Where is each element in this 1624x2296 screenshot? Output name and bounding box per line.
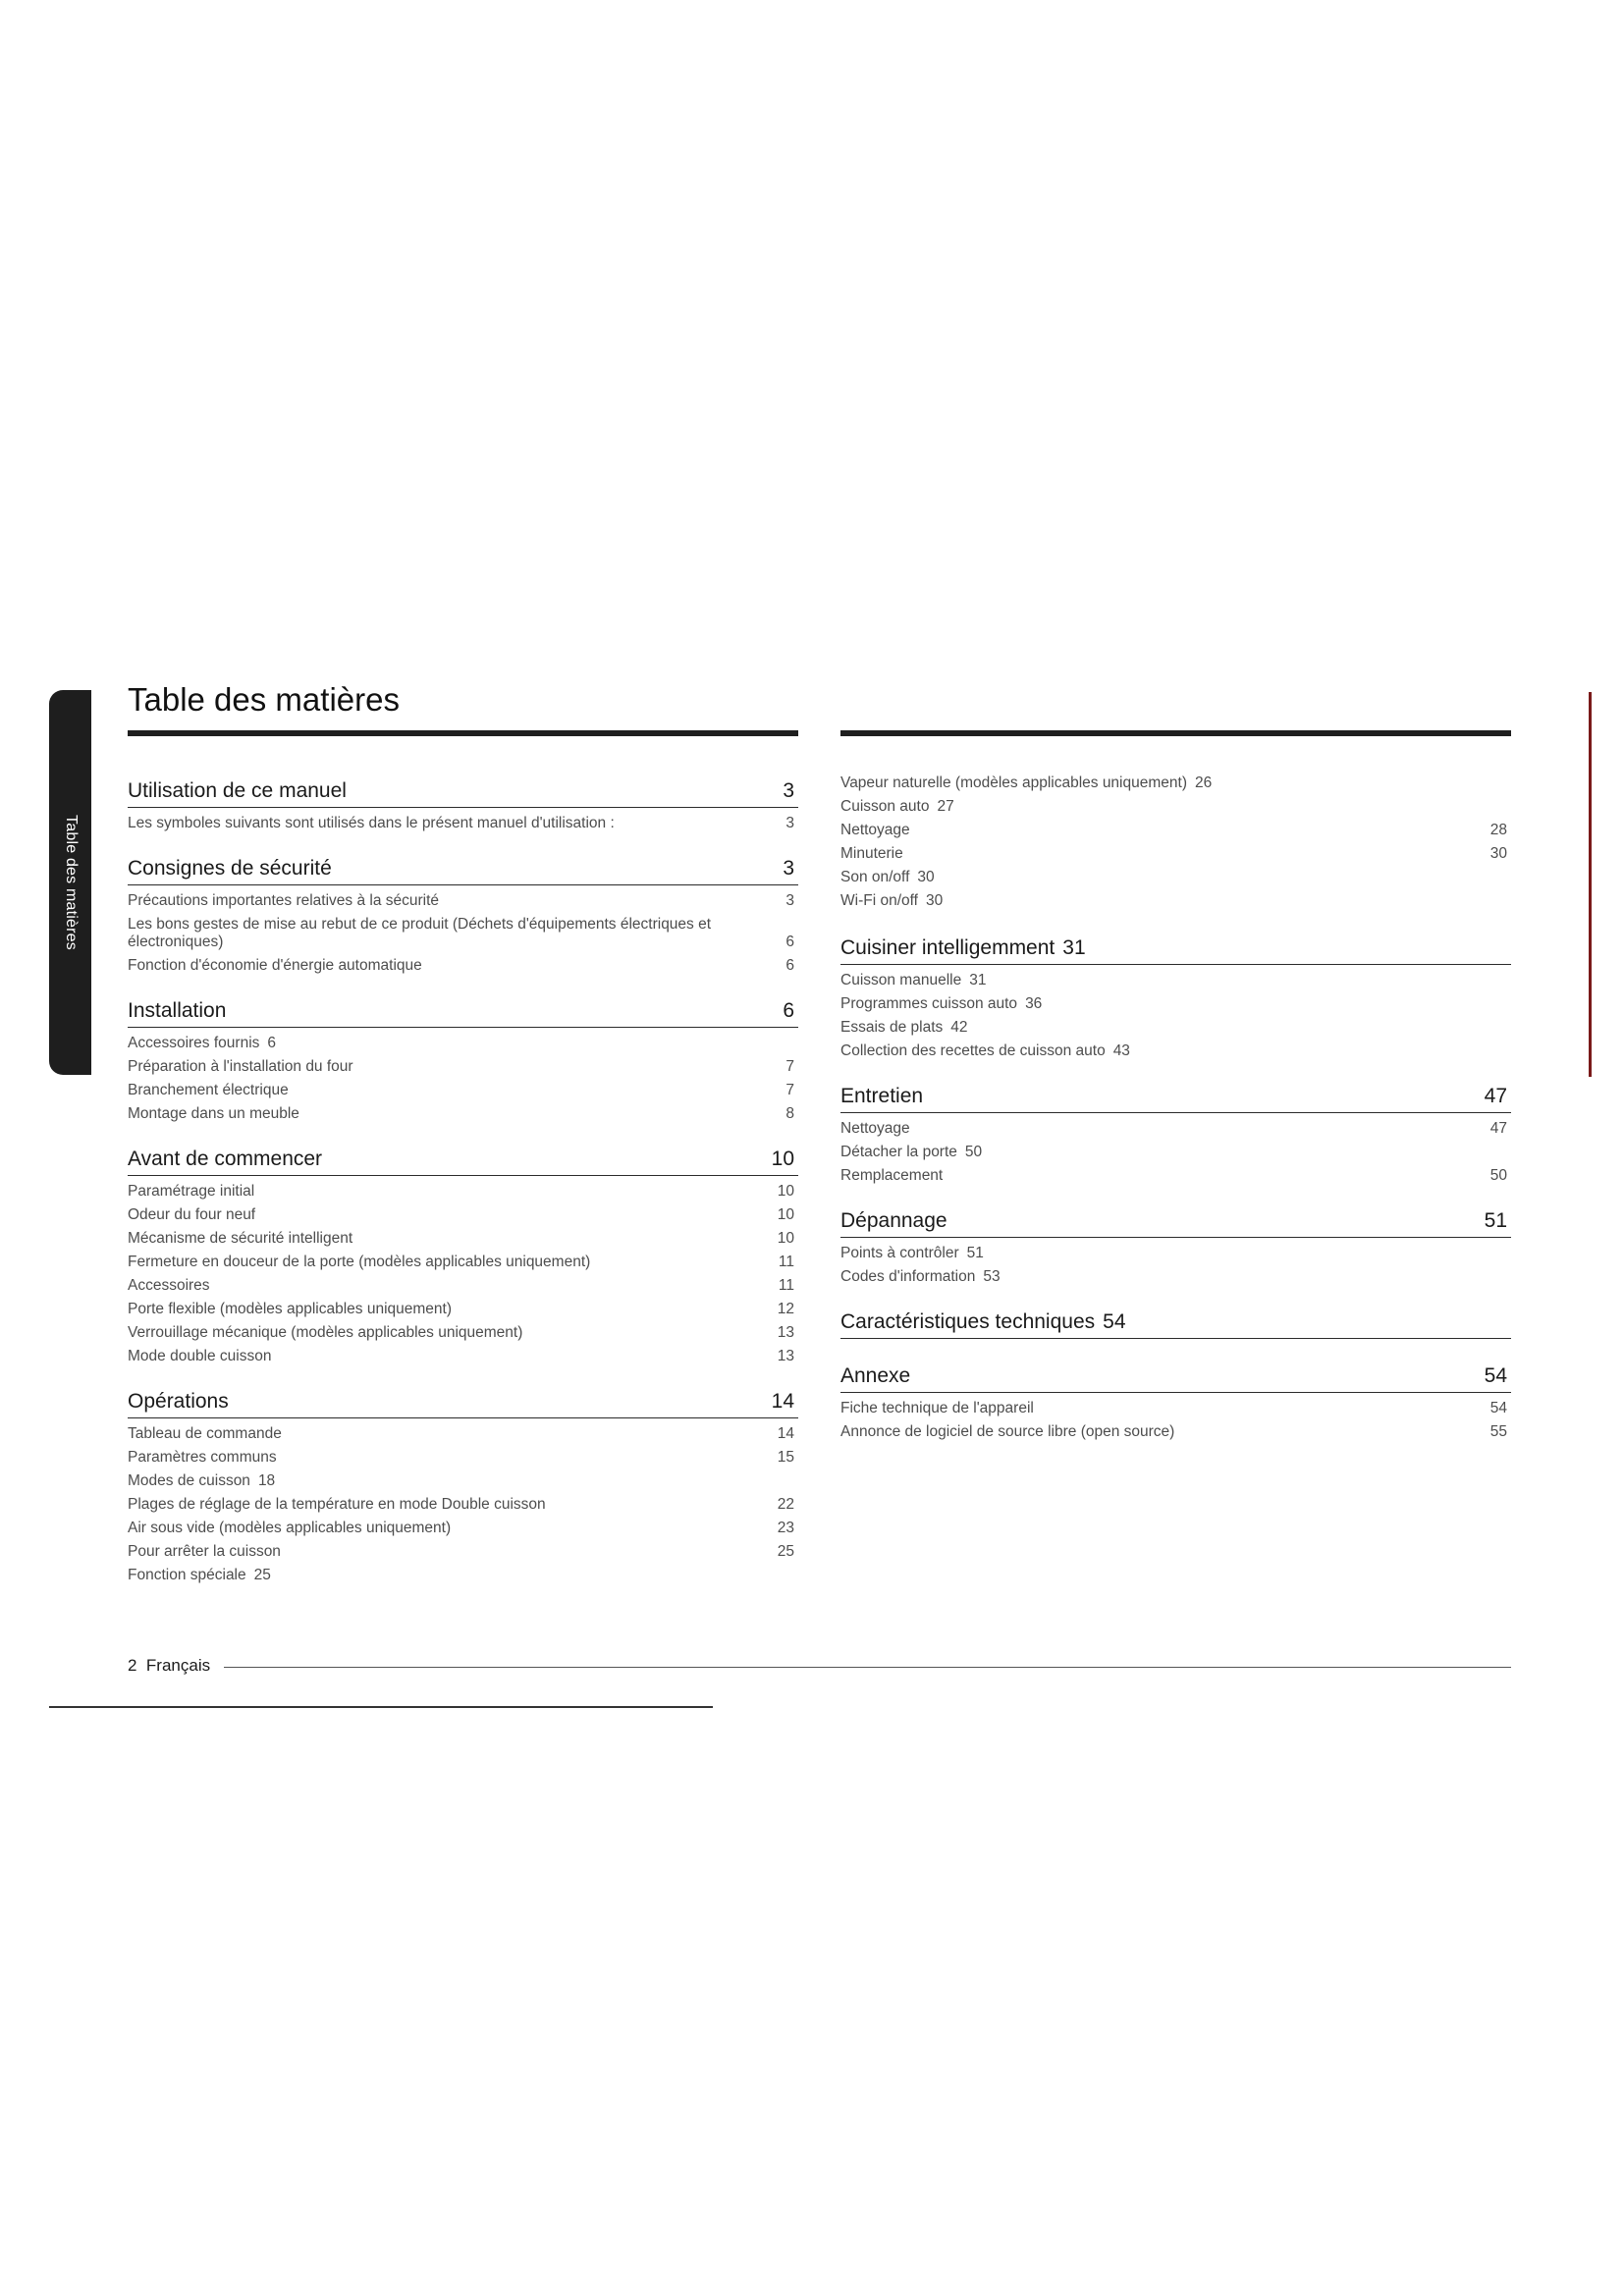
toc-entry-inline-page: 36: [1025, 995, 1043, 1012]
toc-entry-text: Fiche technique de l'appareil: [840, 1400, 1034, 1416]
toc-section-title: Installation: [128, 999, 227, 1022]
toc-entry: [840, 1141, 1511, 1164]
toc-entry-text: Les symboles suivants sont utilisés dans le présent manuel d'utilisation :: [128, 815, 615, 831]
toc-entry-text: Fonction spéciale: [128, 1567, 246, 1583]
toc-section-heading: [128, 999, 798, 1028]
toc-entry: [128, 1203, 798, 1227]
toc-entry-wrap: [840, 995, 1507, 1013]
toc-entry-wrap: [840, 1245, 1507, 1262]
toc-section-page: 51: [1484, 1209, 1507, 1232]
toc-entry-text: Points à contrôler: [840, 1245, 959, 1261]
toc-entry: [128, 1345, 798, 1368]
right-continued-items: [840, 768, 1511, 913]
toc-section-items: [128, 885, 798, 978]
toc-entry-text: Détacher la porte: [840, 1144, 957, 1160]
toc-entry-inline-page: 50: [964, 1144, 983, 1160]
toc-entry-page: 10: [777, 1183, 794, 1200]
toc-entry-text: Mécanisme de sécurité intelligent: [128, 1230, 353, 1247]
toc-entry-text: Minuterie: [840, 845, 903, 862]
toc-entry-text: Collection des recettes de cuisson auto: [840, 1042, 1106, 1059]
toc-entry: [840, 866, 1511, 889]
toc-entry-text: Précautions importantes relatives à la sécurité: [128, 892, 440, 909]
toc-section-title: Utilisation de ce manuel: [128, 779, 347, 802]
toc-section-page: 54: [1484, 1364, 1507, 1387]
toc-entry-page: 47: [1489, 1120, 1507, 1137]
toc-entry-wrap: [128, 1206, 775, 1224]
side-tab-label: Table des matières: [62, 815, 80, 950]
toc-entry: [840, 1016, 1511, 1040]
toc-entry-text: Remplacement: [840, 1167, 944, 1184]
toc-entry-page: 8: [785, 1105, 794, 1122]
toc-entry-page: 6: [785, 934, 794, 950]
toc-entry: [128, 1446, 798, 1469]
toc-entry-page: 23: [777, 1520, 794, 1536]
toc-entry-wrap: [128, 1301, 775, 1318]
toc-section: [840, 936, 1511, 1063]
toc-section-heading-wrap: [128, 779, 347, 803]
toc-section: [128, 779, 798, 835]
toc-entry: [128, 954, 798, 978]
toc-section-heading: [128, 857, 798, 885]
toc-entry: [128, 1469, 798, 1493]
footer-rule: [224, 1667, 1511, 1668]
toc-entry-text: Vapeur naturelle (modèles applicables uniquement): [840, 774, 1187, 791]
toc-entry-wrap: [128, 1520, 775, 1537]
toc-section: [840, 1364, 1511, 1444]
toc-entry: [128, 1032, 798, 1055]
toc-entry-text: Préparation à l'installation du four: [128, 1058, 353, 1075]
toc-entry: [840, 795, 1511, 819]
toc-section-title: Cuisiner intelligemment: [840, 936, 1056, 959]
toc-entry-text: Paramétrage initial: [128, 1183, 255, 1200]
toc-section-page: 3: [783, 779, 794, 802]
toc-entry: [128, 1251, 798, 1274]
toc-entry: [840, 842, 1511, 866]
toc-entry-text: Wi-Fi on/off: [840, 892, 918, 909]
toc-section-heading-wrap: [128, 1390, 229, 1414]
toc-entry: [840, 1117, 1511, 1141]
toc-entry-wrap: [840, 1144, 1507, 1161]
toc-entry: [840, 1420, 1511, 1444]
toc-entry: [128, 1079, 798, 1102]
toc-section: [840, 1310, 1511, 1343]
toc-entry: [128, 812, 798, 835]
toc-entry-wrap: [840, 869, 1507, 886]
toc-entry-wrap: [128, 1105, 775, 1123]
toc-entry-wrap: [128, 815, 775, 832]
footer-page-number: 2: [128, 1656, 137, 1675]
toc-entry: [128, 1540, 798, 1564]
toc-entry: [128, 1227, 798, 1251]
toc-entry-wrap: [840, 1019, 1507, 1037]
toc-section-page: 3: [783, 857, 794, 880]
toc-entry-text: Branchement électrique: [128, 1082, 289, 1098]
toc-entry-text: Plages de réglage de la température en mode Double cuisson: [128, 1496, 546, 1513]
toc-section-page: 10: [771, 1148, 794, 1170]
toc-section-inline-page: 54: [1103, 1310, 1126, 1333]
toc-section-heading: [128, 1148, 798, 1176]
toc-entry-text: Mode double cuisson: [128, 1348, 272, 1364]
toc-section-items: [840, 1238, 1511, 1289]
toc-entry-page: 30: [1489, 845, 1507, 862]
toc-entry-page: 10: [777, 1230, 794, 1247]
toc-entry-wrap: [128, 1277, 775, 1295]
toc-entry-page: 12: [777, 1301, 794, 1317]
toc-entry-wrap: [128, 1183, 775, 1201]
toc-entry-page: 3: [785, 815, 794, 831]
toc-left-column: [128, 730, 798, 1587]
left-sections: [128, 779, 798, 1587]
toc-entry-inline-page: 26: [1194, 774, 1213, 791]
toc-entry: [840, 819, 1511, 842]
toc-section-heading: [840, 936, 1511, 965]
toc-section-title: Avant de commencer: [128, 1148, 323, 1170]
toc-entry: [840, 1265, 1511, 1289]
toc-section-title: Dépannage: [840, 1209, 947, 1232]
toc-entry: [840, 1397, 1511, 1420]
toc-entry: [840, 1164, 1511, 1188]
toc-section-inline-page: 31: [1062, 936, 1086, 959]
toc-entry-text: Paramètres communs: [128, 1449, 277, 1466]
toc-section-title: Entretien: [840, 1085, 924, 1107]
toc-entry-inline-page: 27: [937, 798, 954, 815]
toc-section-title: Caractéristiques techniques: [840, 1310, 1096, 1333]
toc-section-items: [840, 1393, 1511, 1444]
bottom-crop-line: [49, 1706, 713, 1708]
toc-entry-text: Porte flexible (modèles applicables uniquement): [128, 1301, 452, 1317]
page-edge-marker: [1589, 692, 1592, 1077]
toc-entry-inline-page: 6: [267, 1035, 277, 1051]
toc-section: [840, 1085, 1511, 1188]
toc-section-heading-wrap: [840, 1310, 1126, 1334]
toc-section-items: [128, 1418, 798, 1587]
toc-entry: [128, 1055, 798, 1079]
toc-entry-page: 13: [777, 1324, 794, 1341]
toc-entry: [840, 889, 1511, 913]
toc-entry-wrap: [840, 972, 1507, 989]
toc-section-items: [128, 808, 798, 835]
toc-entry-page: 7: [785, 1082, 794, 1098]
toc-section-heading: [840, 1310, 1511, 1339]
toc-entry-wrap: [128, 1348, 775, 1365]
toc-entry-page: 13: [777, 1348, 794, 1364]
toc-entry-text: Son on/off: [840, 869, 910, 885]
toc-entry-inline-page: 30: [925, 892, 944, 909]
toc-section-items: [128, 1028, 798, 1126]
toc-entry-text: Nettoyage: [840, 1120, 910, 1137]
toc-entry-page: 3: [785, 892, 794, 909]
toc-entry-page: 10: [777, 1206, 794, 1223]
toc-entry-inline-page: 51: [966, 1245, 984, 1261]
toc-entry-wrap: [128, 1472, 794, 1490]
toc-section-items: [840, 1113, 1511, 1188]
toc-section-page: 6: [783, 999, 794, 1022]
toc-section: [128, 999, 798, 1126]
toc-entry-page: 11: [778, 1254, 794, 1270]
toc-entry-inline-page: 53: [983, 1268, 1001, 1285]
toc-entry-text: Modes de cuisson: [128, 1472, 250, 1489]
column-top-rule: [840, 730, 1511, 736]
toc-section: [128, 1390, 798, 1587]
toc-entry-text: Cuisson manuelle: [840, 972, 962, 988]
toc-entry-page: 15: [777, 1449, 794, 1466]
toc-section-heading: [840, 1209, 1511, 1238]
toc-section-heading-wrap: [840, 1209, 947, 1233]
toc-entry: [128, 1298, 798, 1321]
toc-section: [128, 857, 798, 978]
toc-entry-wrap: [840, 1400, 1488, 1417]
toc-section-page: 14: [771, 1390, 794, 1413]
toc-section-heading-wrap: [840, 936, 1086, 960]
toc-entry-text: Tableau de commande: [128, 1425, 282, 1442]
toc-entry-page: 25: [777, 1543, 794, 1560]
toc-entry: [128, 1102, 798, 1126]
toc-entry-inline-page: 31: [969, 972, 987, 988]
toc-entry-wrap: [128, 916, 775, 951]
toc-section-title: Consignes de sécurité: [128, 857, 332, 880]
toc-section-title: Annexe: [840, 1364, 911, 1387]
side-tab-label-wrap: [49, 690, 91, 1075]
toc-entry-wrap: [840, 1423, 1488, 1441]
toc-entry-page: 14: [777, 1425, 794, 1442]
toc-entry-text: Pour arrêter la cuisson: [128, 1543, 281, 1560]
toc-entry-page: 11: [778, 1277, 794, 1294]
toc-entry: [128, 1564, 798, 1587]
toc-entry-text: Programmes cuisson auto: [840, 995, 1018, 1012]
toc-entry: [840, 1242, 1511, 1265]
toc-entry-wrap: [128, 1425, 775, 1443]
toc-entry-inline-page: 43: [1112, 1042, 1130, 1059]
toc-entry: [840, 992, 1511, 1016]
toc-entry-page: 22: [777, 1496, 794, 1513]
toc-section-heading: [840, 1085, 1511, 1113]
toc-entry-text: Air sous vide (modèles applicables uniquement): [128, 1520, 452, 1536]
toc-entry: [128, 1180, 798, 1203]
toc-entry-text: Codes d'information: [840, 1268, 976, 1285]
toc-section-heading-wrap: [128, 999, 226, 1023]
toc-entry-wrap: [128, 1058, 775, 1076]
toc-section-heading-wrap: [128, 857, 332, 881]
footer-language: Français: [145, 1656, 211, 1675]
toc-entry-wrap: [840, 774, 1507, 792]
toc-entry-text: Montage dans un meuble: [128, 1105, 299, 1122]
toc-right-column: [840, 730, 1511, 1444]
toc-entry: [840, 772, 1511, 795]
toc-entry-page: 55: [1489, 1423, 1507, 1440]
toc-entry: [128, 1517, 798, 1540]
toc-entry-inline-page: 30: [917, 869, 935, 885]
toc-entry-text: Annonce de logiciel de source libre (open source): [840, 1423, 1175, 1440]
toc-entry-wrap: [128, 1543, 775, 1561]
toc-section-heading-wrap: [128, 1148, 322, 1171]
toc-section-heading-wrap: [840, 1085, 923, 1108]
toc-entry-wrap: [128, 1230, 775, 1248]
toc-section-heading: [128, 1390, 798, 1418]
toc-entry-text: Fonction d'économie d'énergie automatique: [128, 957, 422, 974]
toc-entry-page: 54: [1489, 1400, 1507, 1416]
toc-entry: [128, 889, 798, 913]
toc-entry-inline-page: 25: [253, 1567, 271, 1583]
toc-entry-wrap: [840, 892, 1507, 910]
toc-entry-wrap: [128, 1035, 794, 1052]
toc-section-items: [128, 1176, 798, 1368]
toc-entry-wrap: [840, 822, 1488, 839]
toc-entry-wrap: [128, 1496, 775, 1514]
toc-entry: [128, 1422, 798, 1446]
toc-entry-text: Fermeture en douceur de la porte (modèles applicables uniquement): [128, 1254, 591, 1270]
toc-entry: [128, 1493, 798, 1517]
footer-page-label: [128, 1656, 210, 1676]
toc-entry-text: Odeur du four neuf: [128, 1206, 256, 1223]
toc-entry-text: Accessoires: [128, 1277, 210, 1294]
toc-entry: [840, 969, 1511, 992]
toc-entry-wrap: [840, 1120, 1488, 1138]
toc-entry: [128, 913, 798, 954]
toc-entry-text: Essais de plats: [840, 1019, 944, 1036]
toc-entry: [128, 1274, 798, 1298]
toc-section-heading-wrap: [840, 1364, 910, 1388]
toc-entry-text: Nettoyage: [840, 822, 910, 838]
toc-section: [128, 1148, 798, 1368]
toc-entry-wrap: [840, 845, 1488, 863]
toc-section: [840, 1209, 1511, 1289]
toc-entry-wrap: [128, 1449, 775, 1467]
toc-entry-wrap: [128, 1082, 775, 1099]
right-sections: [840, 936, 1511, 1444]
toc-entry-page: 28: [1489, 822, 1507, 838]
toc-entry-inline-page: 42: [950, 1019, 968, 1036]
column-top-rule: [128, 730, 798, 736]
toc-entry-text: Les bons gestes de mise au rebut de ce produit (Déchets d'équipements électriques et électroniques): [128, 916, 712, 950]
toc-section-heading: [840, 1364, 1511, 1393]
toc-entry-inline-page: 18: [257, 1472, 276, 1489]
toc-entry-wrap: [840, 798, 1507, 816]
toc-entry-wrap: [128, 957, 775, 975]
toc-entry-wrap: [128, 1324, 775, 1342]
toc-entry-wrap: [840, 1042, 1507, 1060]
toc-entry-wrap: [128, 1254, 775, 1271]
toc-entry-text: Cuisson auto: [840, 798, 930, 815]
toc-entry-wrap: [128, 892, 775, 910]
toc-entry-page: 6: [785, 957, 794, 974]
toc-entry: [128, 1321, 798, 1345]
toc-entry: [840, 1040, 1511, 1063]
toc-entry-page: 50: [1489, 1167, 1507, 1184]
toc-section-items: [840, 1339, 1511, 1343]
toc-section-items: [840, 965, 1511, 1063]
toc-entry-page: 7: [785, 1058, 794, 1075]
toc-entry-wrap: [840, 1268, 1507, 1286]
toc-entry-text: Verrouillage mécanique (modèles applicables uniquement): [128, 1324, 523, 1341]
toc-entry-wrap: [840, 1167, 1488, 1185]
toc-entry-text: Accessoires fournis: [128, 1035, 260, 1051]
toc-entry-wrap: [128, 1567, 794, 1584]
toc-section-heading: [128, 779, 798, 808]
toc-section-page: 47: [1484, 1085, 1507, 1107]
page-title: Table des matières: [128, 681, 400, 718]
toc-section-title: Opérations: [128, 1390, 229, 1413]
